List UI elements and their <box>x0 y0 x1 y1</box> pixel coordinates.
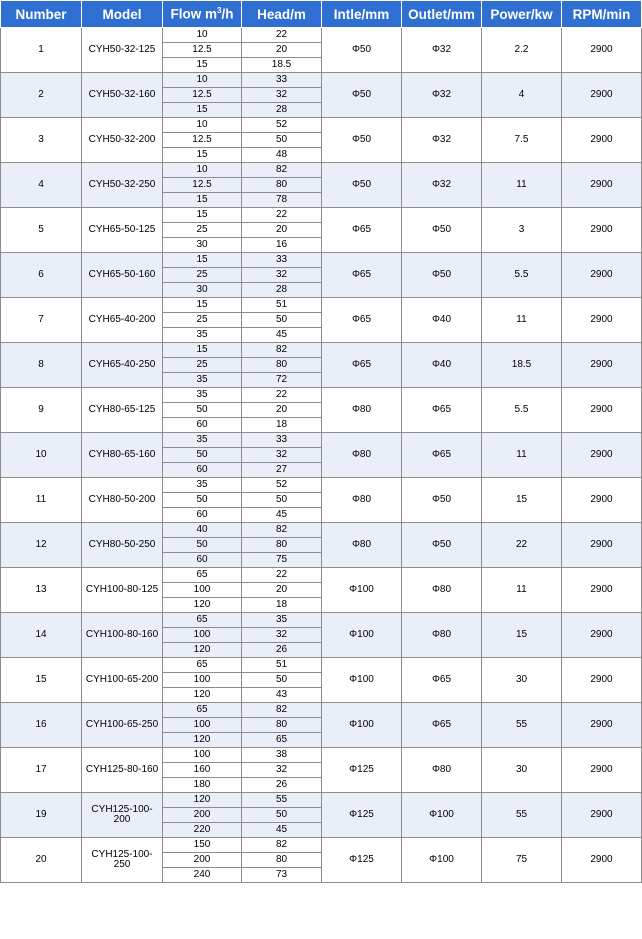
cell-flow: 50 <box>163 538 242 553</box>
cell-head: 18.5 <box>242 58 322 73</box>
cell-inlet: Φ65 <box>322 253 402 298</box>
cell-head: 18 <box>242 598 322 613</box>
cell-rpm: 2900 <box>562 568 642 613</box>
cell-head: 50 <box>242 493 322 508</box>
cell-number: 8 <box>1 343 82 388</box>
cell-model: CYH50-32-160 <box>82 73 163 118</box>
cell-power: 4 <box>482 73 562 118</box>
header-flow <box>163 1 242 28</box>
cell-number: 7 <box>1 298 82 343</box>
table-row <box>1 613 642 628</box>
cell-rpm: 2900 <box>562 28 642 73</box>
cell-head: 38 <box>242 748 322 763</box>
cell-outlet: Φ40 <box>402 298 482 343</box>
cell-flow: 25 <box>163 358 242 373</box>
cell-power: 11 <box>482 298 562 343</box>
cell-flow: 35 <box>163 373 242 388</box>
cell-number: 19 <box>1 793 82 838</box>
cell-model: CYH100-65-250 <box>82 703 163 748</box>
cell-head: 45 <box>242 823 322 838</box>
cell-outlet: Φ50 <box>402 478 482 523</box>
cell-power: 5.5 <box>482 388 562 433</box>
cell-inlet: Φ80 <box>322 433 402 478</box>
cell-head: 72 <box>242 373 322 388</box>
cell-head: 18 <box>242 418 322 433</box>
table-row <box>1 388 642 403</box>
cell-outlet: Φ80 <box>402 568 482 613</box>
cell-head: 20 <box>242 223 322 238</box>
cell-outlet: Φ50 <box>402 208 482 253</box>
cell-head: 22 <box>242 388 322 403</box>
cell-head: 20 <box>242 403 322 418</box>
cell-number: 14 <box>1 613 82 658</box>
cell-flow: 35 <box>163 433 242 448</box>
cell-flow: 15 <box>163 343 242 358</box>
header-flow-suffix: /h <box>221 6 234 22</box>
cell-rpm: 2900 <box>562 703 642 748</box>
header-flow-prefix: Flow m <box>170 6 218 22</box>
cell-model: CYH50-32-125 <box>82 28 163 73</box>
cell-head: 82 <box>242 703 322 718</box>
cell-outlet: Φ40 <box>402 343 482 388</box>
cell-flow: 35 <box>163 478 242 493</box>
cell-head: 45 <box>242 328 322 343</box>
cell-head: 32 <box>242 448 322 463</box>
cell-flow: 60 <box>163 553 242 568</box>
cell-power: 11 <box>482 433 562 478</box>
cell-number: 3 <box>1 118 82 163</box>
cell-flow: 25 <box>163 313 242 328</box>
cell-number: 15 <box>1 658 82 703</box>
cell-head: 52 <box>242 478 322 493</box>
cell-model: CYH125-100-250 <box>82 838 163 883</box>
table-row <box>1 163 642 178</box>
cell-head: 80 <box>242 358 322 373</box>
cell-flow: 50 <box>163 403 242 418</box>
table-row <box>1 118 642 133</box>
cell-power: 3 <box>482 208 562 253</box>
cell-flow: 15 <box>163 148 242 163</box>
cell-head: 33 <box>242 433 322 448</box>
cell-rpm: 2900 <box>562 253 642 298</box>
cell-head: 50 <box>242 313 322 328</box>
cell-inlet: Φ50 <box>322 163 402 208</box>
table-row <box>1 298 642 313</box>
cell-flow: 120 <box>163 688 242 703</box>
cell-outlet: Φ80 <box>402 748 482 793</box>
cell-flow: 120 <box>163 733 242 748</box>
cell-rpm: 2900 <box>562 298 642 343</box>
cell-number: 17 <box>1 748 82 793</box>
cell-flow: 25 <box>163 268 242 283</box>
cell-flow: 65 <box>163 703 242 718</box>
cell-power: 55 <box>482 703 562 748</box>
cell-outlet: Φ50 <box>402 253 482 298</box>
cell-head: 43 <box>242 688 322 703</box>
cell-head: 82 <box>242 163 322 178</box>
header-model: Model <box>82 1 163 28</box>
cell-model: CYH125-100-200 <box>82 793 163 838</box>
cell-head: 80 <box>242 178 322 193</box>
cell-power: 11 <box>482 568 562 613</box>
header-inlet: Intle/mm <box>322 1 402 28</box>
table-row <box>1 433 642 448</box>
cell-head: 32 <box>242 268 322 283</box>
cell-head: 48 <box>242 148 322 163</box>
cell-inlet: Φ80 <box>322 388 402 433</box>
table-row <box>1 838 642 853</box>
cell-head: 32 <box>242 763 322 778</box>
cell-flow: 65 <box>163 613 242 628</box>
cell-flow: 100 <box>163 583 242 598</box>
cell-model: CYH65-50-160 <box>82 253 163 298</box>
cell-inlet: Φ50 <box>322 73 402 118</box>
cell-power: 55 <box>482 793 562 838</box>
cell-head: 50 <box>242 808 322 823</box>
cell-flow: 30 <box>163 238 242 253</box>
cell-head: 16 <box>242 238 322 253</box>
cell-flow: 10 <box>163 163 242 178</box>
cell-model: CYH80-50-250 <box>82 523 163 568</box>
cell-head: 28 <box>242 283 322 298</box>
cell-rpm: 2900 <box>562 388 642 433</box>
cell-number: 13 <box>1 568 82 613</box>
table-row <box>1 523 642 538</box>
cell-outlet: Φ50 <box>402 523 482 568</box>
cell-head: 35 <box>242 613 322 628</box>
cell-rpm: 2900 <box>562 118 642 163</box>
cell-head: 80 <box>242 718 322 733</box>
cell-inlet: Φ80 <box>322 478 402 523</box>
cell-flow: 150 <box>163 838 242 853</box>
cell-number: 20 <box>1 838 82 883</box>
table-row <box>1 568 642 583</box>
cell-flow: 10 <box>163 73 242 88</box>
header-head: Head/m <box>242 1 322 28</box>
cell-model: CYH80-50-200 <box>82 478 163 523</box>
table-row <box>1 793 642 808</box>
cell-flow: 12.5 <box>163 43 242 58</box>
cell-model: CYH65-40-250 <box>82 343 163 388</box>
cell-rpm: 2900 <box>562 433 642 478</box>
cell-flow: 120 <box>163 793 242 808</box>
cell-inlet: Φ80 <box>322 523 402 568</box>
table-row <box>1 703 642 718</box>
cell-model: CYH50-32-200 <box>82 118 163 163</box>
cell-power: 2.2 <box>482 28 562 73</box>
cell-head: 55 <box>242 793 322 808</box>
table-row <box>1 253 642 268</box>
cell-number: 2 <box>1 73 82 118</box>
cell-number: 4 <box>1 163 82 208</box>
cell-number: 10 <box>1 433 82 478</box>
cell-flow: 15 <box>163 193 242 208</box>
cell-head: 65 <box>242 733 322 748</box>
table-row <box>1 73 642 88</box>
cell-outlet: Φ80 <box>402 613 482 658</box>
cell-flow: 40 <box>163 523 242 538</box>
cell-head: 50 <box>242 133 322 148</box>
cell-power: 15 <box>482 613 562 658</box>
cell-rpm: 2900 <box>562 523 642 568</box>
table-row <box>1 343 642 358</box>
cell-power: 5.5 <box>482 253 562 298</box>
cell-inlet: Φ100 <box>322 568 402 613</box>
cell-outlet: Φ65 <box>402 433 482 478</box>
cell-flow: 10 <box>163 118 242 133</box>
cell-outlet: Φ32 <box>402 73 482 118</box>
cell-flow: 12.5 <box>163 88 242 103</box>
cell-flow: 100 <box>163 718 242 733</box>
cell-flow: 100 <box>163 748 242 763</box>
cell-inlet: Φ125 <box>322 793 402 838</box>
cell-head: 26 <box>242 643 322 658</box>
header-power: Power/kw <box>482 1 562 28</box>
cell-rpm: 2900 <box>562 793 642 838</box>
header-rpm: RPM/min <box>562 1 642 28</box>
cell-head: 75 <box>242 553 322 568</box>
cell-flow: 60 <box>163 508 242 523</box>
cell-flow: 15 <box>163 58 242 73</box>
cell-flow: 15 <box>163 103 242 118</box>
cell-flow: 100 <box>163 628 242 643</box>
cell-flow: 25 <box>163 223 242 238</box>
cell-flow: 50 <box>163 493 242 508</box>
cell-head: 33 <box>242 253 322 268</box>
table-row <box>1 28 642 43</box>
cell-flow: 160 <box>163 763 242 778</box>
table-row <box>1 478 642 493</box>
table-row <box>1 208 642 223</box>
cell-inlet: Φ125 <box>322 748 402 793</box>
cell-flow: 120 <box>163 598 242 613</box>
cell-model: CYH80-65-125 <box>82 388 163 433</box>
cell-number: 6 <box>1 253 82 298</box>
cell-flow: 35 <box>163 328 242 343</box>
cell-head: 82 <box>242 343 322 358</box>
cell-rpm: 2900 <box>562 343 642 388</box>
cell-head: 50 <box>242 673 322 688</box>
cell-power: 22 <box>482 523 562 568</box>
cell-flow: 120 <box>163 643 242 658</box>
cell-head: 33 <box>242 73 322 88</box>
cell-flow: 15 <box>163 298 242 313</box>
cell-flow: 10 <box>163 28 242 43</box>
cell-rpm: 2900 <box>562 478 642 523</box>
cell-head: 32 <box>242 88 322 103</box>
cell-flow: 35 <box>163 388 242 403</box>
cell-model: CYH65-40-200 <box>82 298 163 343</box>
cell-model: CYH100-80-125 <box>82 568 163 613</box>
cell-rpm: 2900 <box>562 838 642 883</box>
cell-rpm: 2900 <box>562 748 642 793</box>
cell-outlet: Φ32 <box>402 28 482 73</box>
cell-flow: 200 <box>163 808 242 823</box>
cell-power: 11 <box>482 163 562 208</box>
cell-rpm: 2900 <box>562 73 642 118</box>
cell-inlet: Φ50 <box>322 28 402 73</box>
cell-number: 5 <box>1 208 82 253</box>
cell-inlet: Φ65 <box>322 343 402 388</box>
cell-rpm: 2900 <box>562 658 642 703</box>
cell-inlet: Φ65 <box>322 298 402 343</box>
cell-head: 52 <box>242 118 322 133</box>
cell-head: 22 <box>242 568 322 583</box>
cell-flow: 180 <box>163 778 242 793</box>
cell-head: 51 <box>242 658 322 673</box>
cell-head: 32 <box>242 628 322 643</box>
cell-flow: 200 <box>163 853 242 868</box>
cell-power: 75 <box>482 838 562 883</box>
cell-outlet: Φ65 <box>402 703 482 748</box>
cell-model: CYH65-50-125 <box>82 208 163 253</box>
header-flow-sup: 3 <box>217 6 222 16</box>
cell-power: 7.5 <box>482 118 562 163</box>
cell-flow: 240 <box>163 868 242 883</box>
cell-number: 1 <box>1 28 82 73</box>
cell-flow: 50 <box>163 448 242 463</box>
cell-number: 11 <box>1 478 82 523</box>
cell-head: 51 <box>242 298 322 313</box>
cell-outlet: Φ65 <box>402 658 482 703</box>
cell-head: 22 <box>242 28 322 43</box>
cell-head: 73 <box>242 868 322 883</box>
cell-outlet: Φ32 <box>402 163 482 208</box>
header-number: Number <box>1 1 82 28</box>
cell-head: 26 <box>242 778 322 793</box>
cell-flow: 12.5 <box>163 178 242 193</box>
cell-inlet: Φ50 <box>322 118 402 163</box>
cell-flow: 65 <box>163 658 242 673</box>
cell-flow: 12.5 <box>163 133 242 148</box>
cell-head: 82 <box>242 838 322 853</box>
cell-model: CYH125-80-160 <box>82 748 163 793</box>
cell-flow: 100 <box>163 673 242 688</box>
cell-inlet: Φ65 <box>322 208 402 253</box>
cell-head: 27 <box>242 463 322 478</box>
header-row <box>1 1 642 28</box>
cell-outlet: Φ65 <box>402 388 482 433</box>
cell-number: 9 <box>1 388 82 433</box>
cell-flow: 65 <box>163 568 242 583</box>
cell-inlet: Φ100 <box>322 703 402 748</box>
cell-flow: 60 <box>163 463 242 478</box>
header-outlet: Outlet/mm <box>402 1 482 28</box>
cell-outlet: Φ100 <box>402 793 482 838</box>
cell-head: 80 <box>242 853 322 868</box>
cell-flow: 15 <box>163 208 242 223</box>
cell-flow: 30 <box>163 283 242 298</box>
cell-outlet: Φ32 <box>402 118 482 163</box>
cell-inlet: Φ100 <box>322 613 402 658</box>
cell-model: CYH100-65-200 <box>82 658 163 703</box>
cell-power: 30 <box>482 748 562 793</box>
cell-head: 78 <box>242 193 322 208</box>
cell-flow: 60 <box>163 418 242 433</box>
cell-flow: 220 <box>163 823 242 838</box>
cell-model: CYH100-80-160 <box>82 613 163 658</box>
table-row <box>1 748 642 763</box>
table-row <box>1 658 642 673</box>
cell-number: 16 <box>1 703 82 748</box>
cell-rpm: 2900 <box>562 208 642 253</box>
cell-model: CYH80-65-160 <box>82 433 163 478</box>
cell-head: 82 <box>242 523 322 538</box>
cell-head: 20 <box>242 43 322 58</box>
cell-head: 28 <box>242 103 322 118</box>
cell-power: 18.5 <box>482 343 562 388</box>
cell-number: 12 <box>1 523 82 568</box>
cell-rpm: 2900 <box>562 163 642 208</box>
cell-model: CYH50-32-250 <box>82 163 163 208</box>
cell-outlet: Φ100 <box>402 838 482 883</box>
cell-head: 22 <box>242 208 322 223</box>
cell-inlet: Φ125 <box>322 838 402 883</box>
cell-head: 80 <box>242 538 322 553</box>
cell-flow: 15 <box>163 253 242 268</box>
cell-rpm: 2900 <box>562 613 642 658</box>
table-body <box>1 28 642 883</box>
cell-head: 20 <box>242 583 322 598</box>
cell-power: 30 <box>482 658 562 703</box>
cell-power: 15 <box>482 478 562 523</box>
cell-head: 45 <box>242 508 322 523</box>
cell-inlet: Φ100 <box>322 658 402 703</box>
